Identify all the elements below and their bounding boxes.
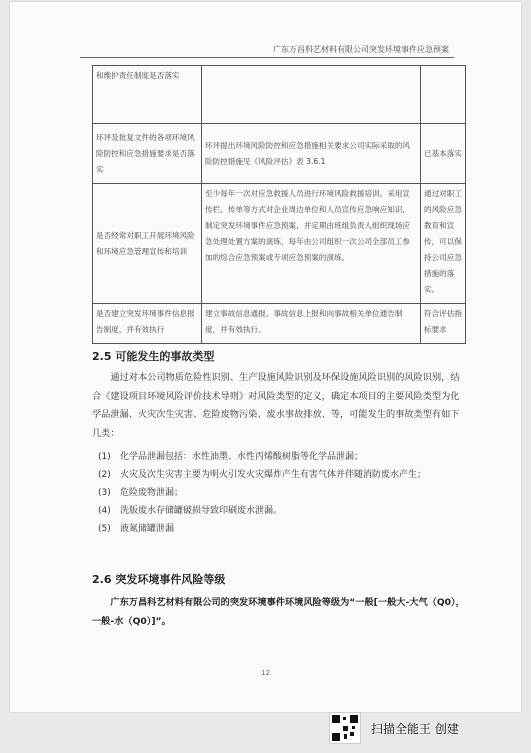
table-row: [93, 184, 466, 304]
running-header: 广东万昌科艺材料有限公司突发环境事件应急预案: [273, 45, 449, 54]
table-row: [93, 66, 466, 124]
section-paragraph: 广东万昌科艺材料有限公司的突发环境事件环境风险等级为“一般[一般大-大气（Q0），一般-水（Q0）]”。: [92, 597, 465, 627]
list-item: (5) 液氮储罐泄漏: [98, 524, 175, 534]
page-number: 12: [261, 669, 270, 677]
section-heading: 2.5 可能发生的事故类型: [92, 350, 215, 363]
list-item: (1) 化学品泄漏包括：水性油墨、水性丙烯酸树脂等化学品泄漏；: [98, 452, 364, 462]
table-cell: 符合评估指标要求: [421, 304, 466, 344]
list-item: (4) 洗版废水存储罐破损导致印刷废水泄漏。: [98, 506, 283, 516]
table-cell: 是否经常对职工开展环境风险和环境应急管理宣传和培训: [93, 184, 202, 304]
section-heading: 2.6 突发环境事件风险等级: [92, 573, 226, 586]
section-paragraph: 通过对本公司物质危险性识别、生产设施风险识别及环保设施风险识别的风险识别，结合《建设项目环境风险评价技术导则》对风险类型的定义，确定本项目的主要风险类型为化学品泄漏、火灾次生灾害、危险废物污染、废水事故排放、等，可能发生的事故类型有如下几类：: [92, 372, 460, 439]
document-page: [10, 2, 521, 712]
scanner-brand: 扫描全能王 创建: [371, 721, 459, 736]
table-row: [93, 304, 466, 344]
scanner-watermark: [329, 712, 459, 744]
table-cell: [421, 66, 466, 124]
table-cell: 已基本落实: [421, 124, 466, 184]
table-cell: 和维护责任制度是否落实: [93, 66, 202, 124]
list-item: (2) 火灾及次生灾害主要为明火引发火灾爆炸产生有害气体并伴随消防废水产生；: [98, 470, 427, 480]
table-cell: 建立事故信息通报、事故信息上报和向事故相关单位通告制度，并有效执行。: [202, 304, 421, 344]
assessment-table: [92, 65, 466, 344]
table-cell: [202, 66, 421, 124]
table-cell: 至少每年一次对应急救援人员进行环境风险救援培训。采用宣传栏、传单等方式对企业周边单位和人员宣传应急响应知识，制定突发环境事件应急预案，并定期由班组负责人组织现场应急处理处置方案的演练，每年由公司组织一次公司全部员工参加的综合应急预案或专项应急预案的演练。: [202, 184, 421, 304]
accident-type-list: [98, 448, 464, 538]
table-cell: 是否建立突发环境事件信息报告制度，并有效执行: [93, 304, 202, 344]
table-row: [93, 124, 466, 184]
table-cell: 环评及批复文件的各项环境风险防控和应急措施要求是否落实: [93, 124, 202, 184]
qr-code-icon: [329, 712, 361, 744]
list-item: (3) 危险废物泄漏；: [98, 488, 184, 498]
table-cell: 环评提出环境风险防控和应急措施相关要求公司实际采取的风险防控措施见《风险评估》表 3.6.1: [202, 124, 421, 184]
table-cell: 通过对职工的风险应急教育和宣传，可以保持公司应急措施的落实。: [421, 184, 466, 304]
header-rule: [80, 57, 454, 58]
